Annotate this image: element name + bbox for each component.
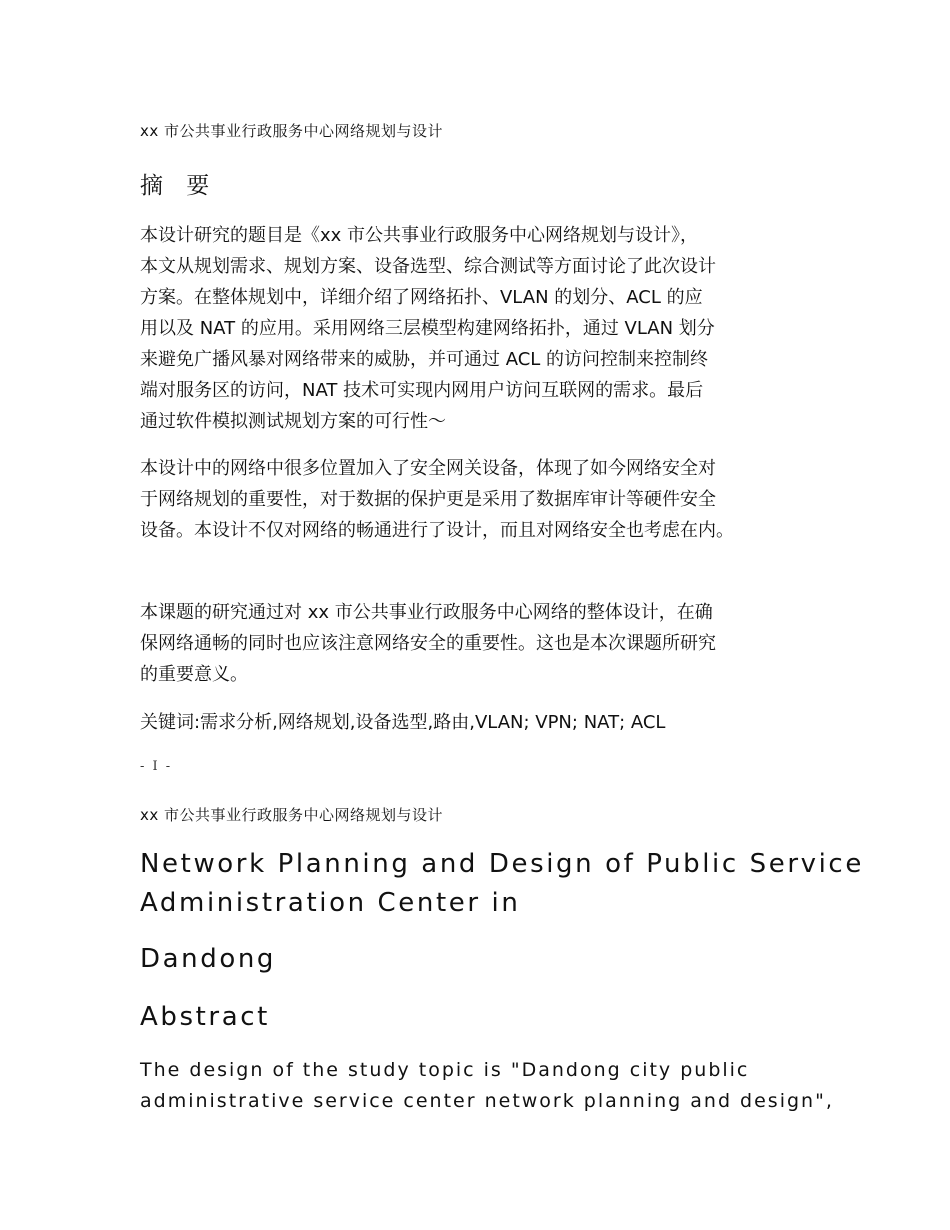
text-line: 端对服务区的访问，NAT 技术可实现内网用户访问互联网的需求。最后 — [140, 380, 704, 401]
text-line: 设备。本设计不仅对网络的畅通进行了设计，而且对网络安全也考虑在内。 — [140, 520, 734, 541]
abstract-heading-en: Abstract — [140, 1002, 270, 1032]
abstract-paragraph-1 — [140, 220, 716, 437]
text-line: The design of the study topic is "Dandong city public — [140, 1059, 750, 1081]
text-line: 来避免广播风暴对网络带来的威胁，并可通过 ACL 的访问控制来控制终 — [140, 349, 709, 370]
text-line: 用以及 NAT 的应用。采用网络三层模型构建网络拓扑，通过 VLAN 划分 — [140, 318, 715, 339]
abstract-paragraph-3 — [140, 597, 716, 690]
text-line: 通过软件模拟测试规划方案的可行性～ — [140, 411, 446, 432]
english-title-city: Dandong — [140, 944, 277, 974]
text-line: 于网络规划的重要性，对于数据的保护更是采用了数据库审计等硬件安全 — [140, 489, 716, 510]
text-line: 本文从规划需求、规划方案、设备选型、综合测试等方面讨论了此次设计 — [140, 256, 716, 277]
running-header: xx 市公共事业行政服务中心网络规划与设计 — [140, 806, 444, 824]
keywords-line: 关键词:需求分析,网络规划,设备选型,路由,VLAN; VPN; NAT; ACL — [140, 712, 666, 733]
english-title — [140, 845, 864, 923]
title-line: Network Planning and Design of Public Service — [140, 849, 864, 879]
text-line: 保网络通畅的同时也应该注意网络安全的重要性。这也是本次课题所研究 — [140, 633, 716, 654]
title-line: Administration Center in — [140, 888, 521, 918]
text-line: 的重要意义。 — [140, 664, 248, 685]
abstract-paragraph-en — [140, 1055, 834, 1117]
text-line: 本课题的研究通过对 xx 市公共事业行政服务中心网络的整体设计，在确 — [140, 602, 713, 623]
text-line: administrative service center network planning and design", — [140, 1090, 834, 1112]
abstract-heading-cn: 摘 要 — [140, 173, 218, 199]
abstract-paragraph-2 — [140, 453, 734, 546]
running-header: xx 市公共事业行政服务中心网络规划与设计 — [140, 122, 444, 140]
text-line: 本设计中的网络中很多位置加入了安全网关设备，体现了如今网络安全对 — [140, 458, 716, 479]
text-line: 方案。在整体规划中，详细介绍了网络拓扑、VLAN 的划分、ACL 的应 — [140, 287, 703, 308]
text-line: 本设计研究的题目是《xx 市公共事业行政服务中心网络规划与设计》， — [140, 225, 699, 246]
page-number: - I - — [140, 759, 173, 774]
